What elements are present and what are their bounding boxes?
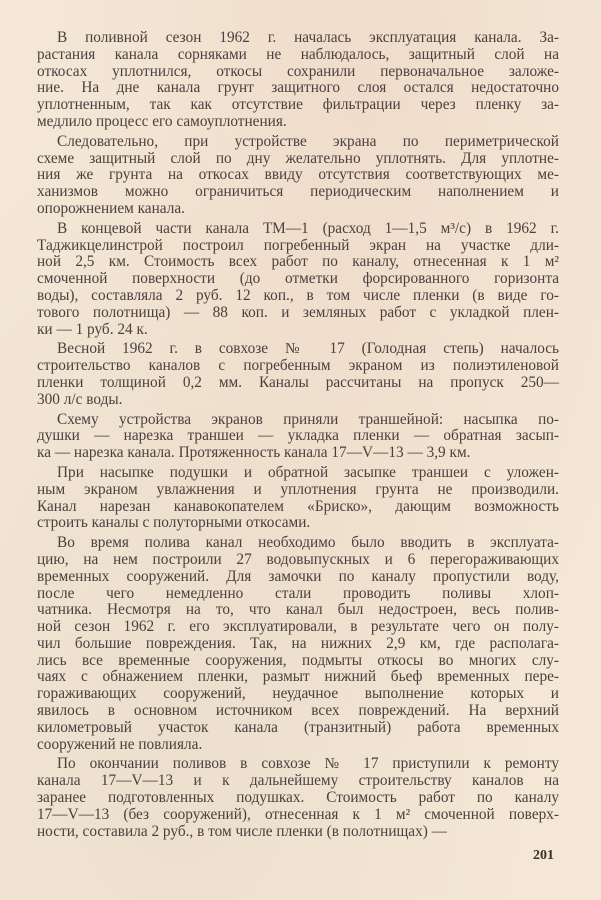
paragraph (37, 535, 559, 753)
text-line: В концевой части канала ТМ—1 (расход 1—1,5 м³/с) в 1962 г. (57, 219, 559, 237)
text-line: явилось в основном источником всех повреждений. На верхний (37, 702, 559, 720)
text-line: тового полотнища) — 88 коп. и земляных работ с укладкой плен- (37, 303, 559, 321)
text-line: километровый участок канала (транзитный) работа временных (37, 718, 559, 736)
text-line: ки — 1 руб. 24 к. (37, 320, 148, 338)
text-line: смоченной поверхности (до отметки форсированного горизонта (37, 270, 559, 288)
text-line: душки — нарезка траншеи — укладка пленки — обратная засып- (37, 427, 559, 445)
text-line: откосах уплотнился, откосы сохранили первоначальное заложе- (37, 62, 559, 80)
text-line: канала 17—V—13 и к дальнейшему строительству каналов на (37, 772, 559, 790)
text-line: заранее подготовленных подушках. Стоимость работ по каналу (37, 789, 559, 807)
paragraph (37, 756, 559, 840)
paragraph (37, 134, 559, 218)
text-line: 300 л/с воды. (37, 390, 123, 408)
text-line: Канал нарезан канавокопателем «Бриско», дающим возможность (37, 497, 559, 515)
text-line: ния же грунта на откосах ввиду отсутствия соответствующих ме- (37, 166, 559, 184)
paragraph (37, 30, 559, 131)
text-line: чаях с обнажением пленки, размыт нижний бьеф временных пере- (37, 668, 559, 686)
text-line: растания канала сорняками не наблюдалось, защитный слой на (37, 45, 559, 63)
text-line: чил большие повреждения. Так, на нижних 2,9 км, где располага- (37, 634, 559, 652)
text-line: ной 2,5 км. Стоимость всех работ по каналу, отнесенная к 1 м² (37, 253, 559, 271)
text-line: ной сезон 1962 г. его эксплуатировали, в результате чего он полу- (37, 618, 559, 636)
text-line: лись все временные сооружения, подмыты откосы во многих слу- (37, 651, 559, 669)
paragraph (37, 412, 559, 462)
text-line: пленки толщиной 0,2 мм. Каналы рассчитаны на пропуск 250— (37, 373, 559, 391)
text-line: строить каналы с полуторными откосами. (37, 514, 311, 532)
text-line: В поливной сезон 1962 г. началась эксплуатация канала. За- (57, 29, 559, 46)
page-body-text (37, 27, 559, 840)
text-line: ханизмов можно ограничиться периодическим наполнением и (37, 183, 559, 201)
text-line: ности, составила 2 руб., в том числе пленки (в полотнищах) — (37, 822, 447, 840)
text-line: воды), составляла 2 руб. 12 коп., в том числе пленки (в виде го- (37, 286, 559, 304)
text-line: после чего немедленно стали проводить поливы хлоп- (37, 584, 559, 602)
text-line: схеме защитный слой по дну желательно уплотнять. Для уплотне- (37, 149, 559, 167)
text-line: сооружений не повлияла. (37, 735, 203, 753)
text-line: строительство каналов с погребенным экраном из полиэтиленовой (37, 357, 559, 375)
text-line: цию, на нем построили 27 водовыпускных и 6 перегораживающих (37, 550, 559, 568)
text-line: ка — нарезка канала. Протяженность канала 17—V—13 — 3,9 км. (37, 444, 471, 462)
text-line: ным экраном увлажнения и уплотнения грунта не производили. (37, 480, 559, 498)
text-line: гораживающих сооружений, неудачное выполнение которых и (37, 685, 559, 703)
text-line: Весной 1962 г. в совхозе № 17 (Голодная степь) началось (57, 340, 559, 358)
text-line: временных сооружений. Для замочки по каналу пропустили воду, (37, 567, 559, 585)
text-line: Схему устройства экранов приняли траншейной: насыпка по- (57, 410, 559, 428)
text-line: По окончании поливов в совхозе № 17 приступили к ремонту (57, 755, 559, 773)
text-line: Во время полива канал необходимо было вводить в эксплуата- (57, 534, 559, 552)
text-line: ние. На дне канала грунт защитного слоя остался недостаточно (37, 79, 559, 97)
text-line: чатника. Несмотря на то, что канал был недостроен, весь полив- (37, 601, 559, 619)
text-line: медлило процесс его самоуплотнения. (37, 112, 287, 130)
paragraph (37, 465, 559, 532)
text-line: При насыпке подушки и обратной засыпке траншеи с уложен- (57, 463, 559, 481)
text-line: 17—V—13 (без сооружений), отнесенная к 1 м² смоченной поверх- (37, 805, 559, 823)
paragraph (37, 341, 559, 408)
text-line: уплотненным, так как отсутствие фильтрации через пленку за- (37, 96, 559, 114)
text-line: Следовательно, при устройстве экрана по периметрической (57, 132, 559, 150)
text-line: опорожнением канала. (37, 199, 185, 217)
paragraph (37, 221, 559, 339)
text-line: Таджикцелинстрой построил погребенный экран на участке дли- (37, 236, 559, 254)
page-number: 201 (533, 848, 554, 863)
